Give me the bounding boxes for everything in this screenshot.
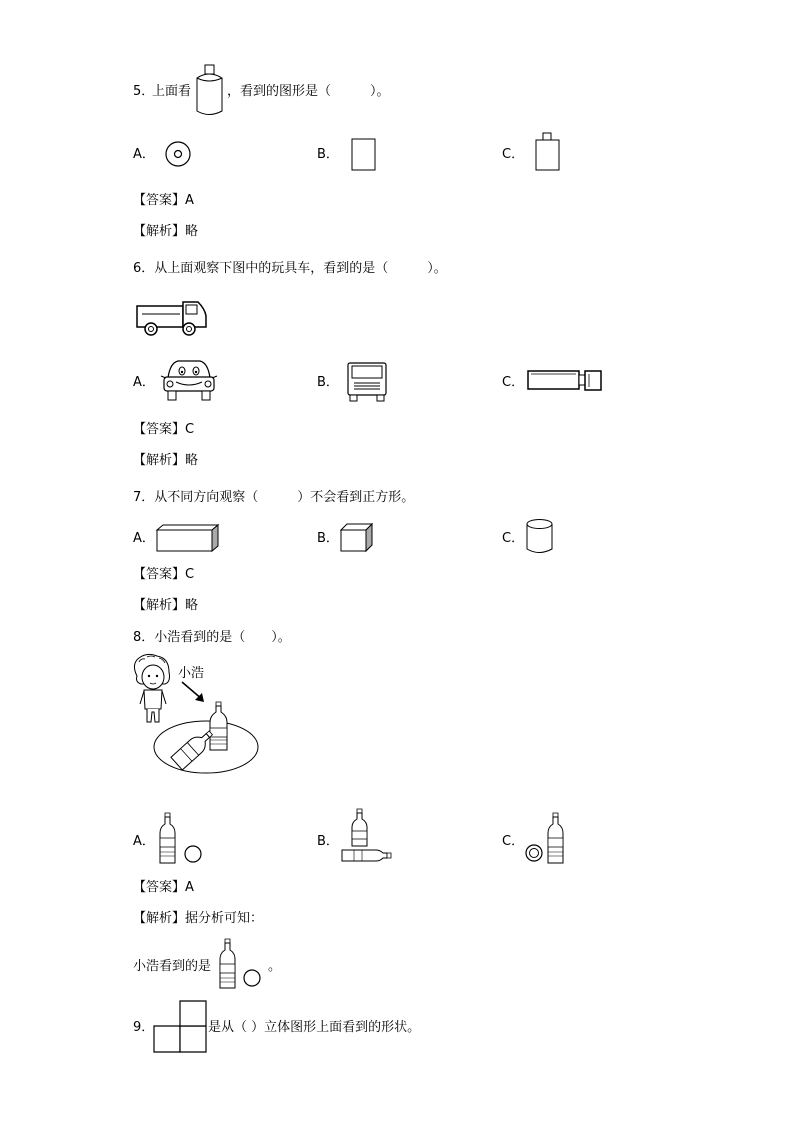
q6-answer: 【答案】C [133, 422, 195, 437]
q7-stem: 7．从不同方向观察（ ）不会看到正方形。 [133, 490, 415, 505]
q7-answer: 【答案】C [133, 567, 195, 582]
q5-number: 5． [133, 84, 155, 99]
q7-option-b-label: B． [317, 531, 339, 546]
q8-standing-bottle-figure [210, 702, 227, 750]
q7-option-c-label: C． [502, 531, 525, 546]
q8-conclusion-figure [217, 938, 265, 990]
q7-option-c-cylinder-figure [525, 518, 555, 556]
q5-option-a-label: A． [133, 147, 155, 162]
q8-option-c-label: C． [502, 834, 525, 849]
q5-option-c-front-view-figure [535, 132, 561, 172]
q8-conclusion-after: 。 [268, 959, 282, 974]
q8-figure-label: 小浩 [178, 666, 205, 681]
q8-analysis: 【解析】据分析可知： [133, 911, 264, 926]
q6-option-a-label: A． [133, 375, 155, 390]
q8-option-a-figure [157, 812, 205, 864]
q6-stem: 6．从上面观察下图中的玩具车，看到的是（ ）。 [133, 261, 447, 276]
q5-option-a-ring-figure [164, 140, 192, 168]
q8-conclusion-before: 小浩看到的是 [133, 959, 212, 974]
q8-option-b-figure [340, 808, 394, 866]
q5-analysis: 【解析】略 [133, 224, 199, 239]
q7-option-b-cube-figure [340, 523, 374, 553]
q6-option-b-label: B． [317, 375, 339, 390]
q8-option-b-label: B． [317, 834, 339, 849]
q5-text-after: ，看到的图形是（ ）。 [227, 84, 390, 99]
q6-analysis: 【解析】略 [133, 453, 199, 468]
q6-option-a-car-front-figure [160, 358, 218, 404]
q8-stem: 8．小浩看到的是（ ）。 [133, 630, 291, 645]
q5-text-before: 上面看 [152, 84, 192, 99]
q5-option-c-label: C． [502, 147, 525, 162]
q9-top-view-figure [153, 1000, 209, 1054]
q5-cylinder-figure [195, 64, 225, 116]
q9-number: 9． [133, 1020, 155, 1035]
q6-toy-truck-figure [136, 300, 208, 340]
q5-answer: 【答案】A [133, 193, 194, 208]
q8-option-c-figure [525, 812, 569, 864]
q7-option-a-label: A． [133, 531, 155, 546]
q8-table-with-bottles-figure [152, 700, 262, 778]
q6-option-c-truck-top-figure [527, 368, 605, 394]
q8-option-a-label: A． [133, 834, 155, 849]
q7-option-a-cuboid-figure [156, 524, 220, 552]
q9-text: 是从（ ）立体图形上面看到的形状。 [208, 1020, 421, 1035]
q6-option-b-truck-front-figure [346, 362, 388, 402]
q5-option-b-label: B． [317, 147, 339, 162]
q6-option-c-label: C． [502, 375, 525, 390]
q7-analysis: 【解析】略 [133, 598, 199, 613]
q8-answer: 【答案】A [133, 880, 194, 895]
q5-option-b-rectangle-figure [351, 138, 377, 172]
